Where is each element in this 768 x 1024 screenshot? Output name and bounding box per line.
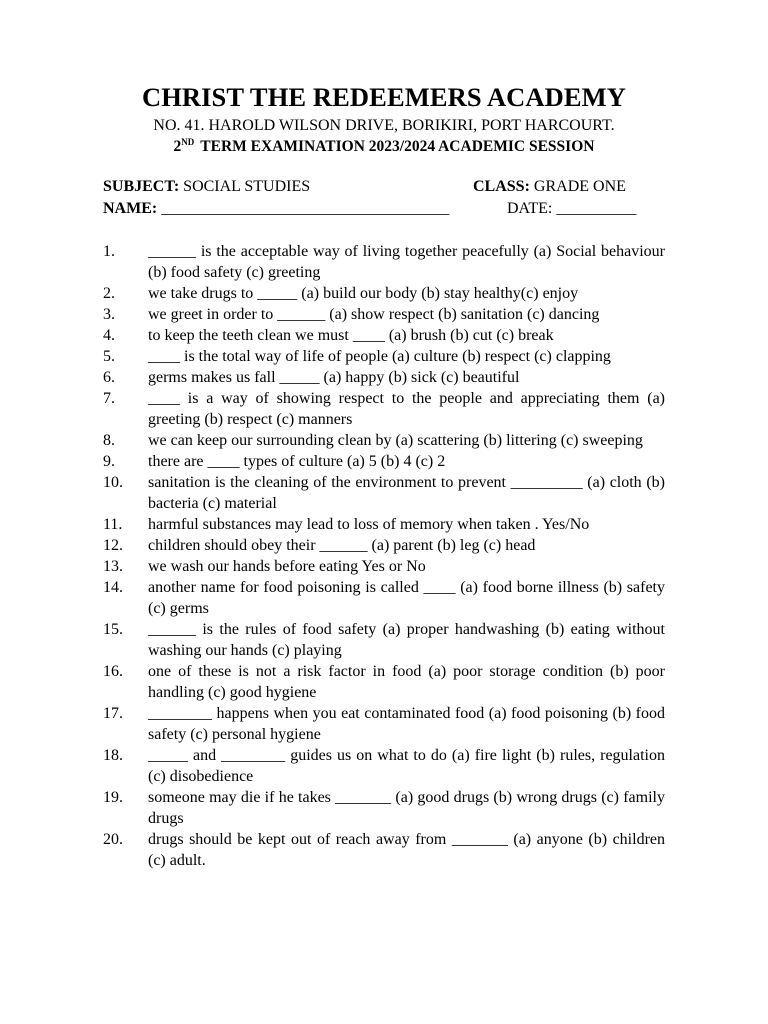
- question-text: one of these is not a risk factor in food (a) poor storage condition (b) poor handling (c) good hygiene: [148, 663, 665, 701]
- date-field: [507, 200, 636, 218]
- school-name: CHRIST THE REDEEMERS ACADEMY: [141, 82, 627, 112]
- question-item: [103, 514, 665, 535]
- name-date-line: [103, 200, 663, 222]
- exam-term-number: 2: [173, 138, 182, 155]
- question-text: to keep the teeth clean we must ____ (a) brush (b) cut (c) break: [148, 327, 554, 344]
- question-item: [103, 577, 665, 619]
- question-item: [103, 388, 665, 430]
- question-item: [103, 535, 665, 556]
- question-item: [103, 745, 665, 787]
- question-number: 13.: [103, 558, 123, 575]
- question-item: [103, 241, 665, 283]
- question-list: [103, 241, 665, 871]
- question-text: children should obey their ______ (a) parent (b) leg (c) head: [148, 537, 536, 554]
- question-number: 5.: [103, 348, 115, 365]
- name-label: NAME:: [103, 200, 158, 217]
- class-value: GRADE ONE: [533, 178, 626, 195]
- question-text: ______ is the acceptable way of living together peacefully (a) Social behaviour (b) food safety (c) greeting: [148, 243, 665, 281]
- question-number: 6.: [103, 369, 115, 386]
- question-text: germs makes us fall _____ (a) happy (b) sick (c) beautiful: [148, 369, 520, 386]
- question-text: someone may die if he takes _______ (a) good drugs (b) wrong drugs (c) family drugs: [148, 789, 665, 827]
- subject-class-line: [103, 178, 663, 200]
- question-text: ________ happens when you eat contaminated food (a) food poisoning (b) food safety (c) personal hygiene: [148, 705, 665, 743]
- subject-value: SOCIAL STUDIES: [183, 178, 311, 195]
- question-item: [103, 430, 665, 451]
- question-item: [103, 619, 665, 661]
- question-number: 19.: [103, 789, 123, 806]
- date-blank: __________: [556, 200, 637, 217]
- question-item: [103, 283, 665, 304]
- question-number: 10.: [103, 474, 123, 491]
- question-item: [103, 325, 665, 346]
- exam-term-superscript: ND: [181, 137, 195, 147]
- question-number: 14.: [103, 579, 123, 596]
- question-text: _____ and ________ guides us on what to do (a) fire light (b) rules, regulation (c) disobedience: [148, 747, 665, 785]
- question-item: [103, 556, 665, 577]
- question-item: [103, 787, 665, 829]
- class-label: CLASS:: [473, 178, 530, 195]
- question-number: 17.: [103, 705, 123, 722]
- question-number: 11.: [103, 516, 123, 533]
- question-item: [103, 703, 665, 745]
- question-text: sanitation is the cleaning of the environment to prevent _________ (a) cloth (b) bacteria (c) material: [148, 474, 665, 512]
- question-text: ____ is the total way of life of people (a) culture (b) respect (c) clapping: [148, 348, 611, 365]
- subject-label: SUBJECT:: [103, 178, 180, 195]
- question-text: we greet in order to ______ (a) show respect (b) sanitation (c) dancing: [148, 306, 600, 323]
- school-address: NO. 41. HAROLD WILSON DRIVE, BORIKIRI, PORT HARCOURT.: [153, 117, 615, 134]
- question-text: ______ is the rules of food safety (a) proper handwashing (b) eating without washing our hands (c) playing: [148, 621, 665, 659]
- question-text: we can keep our surrounding clean by (a) scattering (b) littering (c) sweeping: [148, 432, 643, 449]
- question-number: 1.: [103, 243, 115, 260]
- question-number: 20.: [103, 831, 123, 848]
- question-item: [103, 661, 665, 703]
- question-item: [103, 346, 665, 367]
- question-text: harmful substances may lead to loss of memory when taken . Yes/No: [148, 516, 590, 533]
- question-item: [103, 451, 665, 472]
- question-number: 3.: [103, 306, 115, 323]
- question-number: 4.: [103, 327, 115, 344]
- question-item: [103, 367, 665, 388]
- question-number: 16.: [103, 663, 123, 680]
- question-number: 18.: [103, 747, 123, 764]
- question-text: there are ____ types of culture (a) 5 (b) 4 (c) 2: [148, 453, 446, 470]
- question-item: [103, 472, 665, 514]
- exam-title-line: [0, 137, 768, 156]
- question-text: ____ is a way of showing respect to the people and appreciating them (a) greeting (b) respect (c) manners: [148, 390, 665, 428]
- subject-field: [103, 178, 310, 196]
- question-text: we wash our hands before eating Yes or No: [148, 558, 426, 575]
- exam-title: TERM EXAMINATION 2023/2024 ACADEMIC SESSION: [200, 138, 595, 155]
- question-number: 9.: [103, 453, 115, 470]
- class-field: [473, 178, 626, 196]
- question-item: [103, 829, 665, 871]
- question-number: 7.: [103, 390, 115, 407]
- name-field: [103, 200, 449, 218]
- name-blank: ____________________________________: [161, 200, 450, 217]
- question-item: [103, 304, 665, 325]
- question-text: another name for food poisoning is called ____ (a) food borne illness (b) safety (c) germs: [148, 579, 665, 617]
- question-number: 8.: [103, 432, 115, 449]
- question-number: 15.: [103, 621, 123, 638]
- question-number: 2.: [103, 285, 115, 302]
- date-label: DATE:: [507, 200, 553, 217]
- question-text: drugs should be kept out of reach away from _______ (a) anyone (b) children (c) adult.: [148, 831, 665, 869]
- question-number: 12.: [103, 537, 123, 554]
- question-text: we take drugs to _____ (a) build our body (b) stay healthy(c) enjoy: [148, 285, 579, 302]
